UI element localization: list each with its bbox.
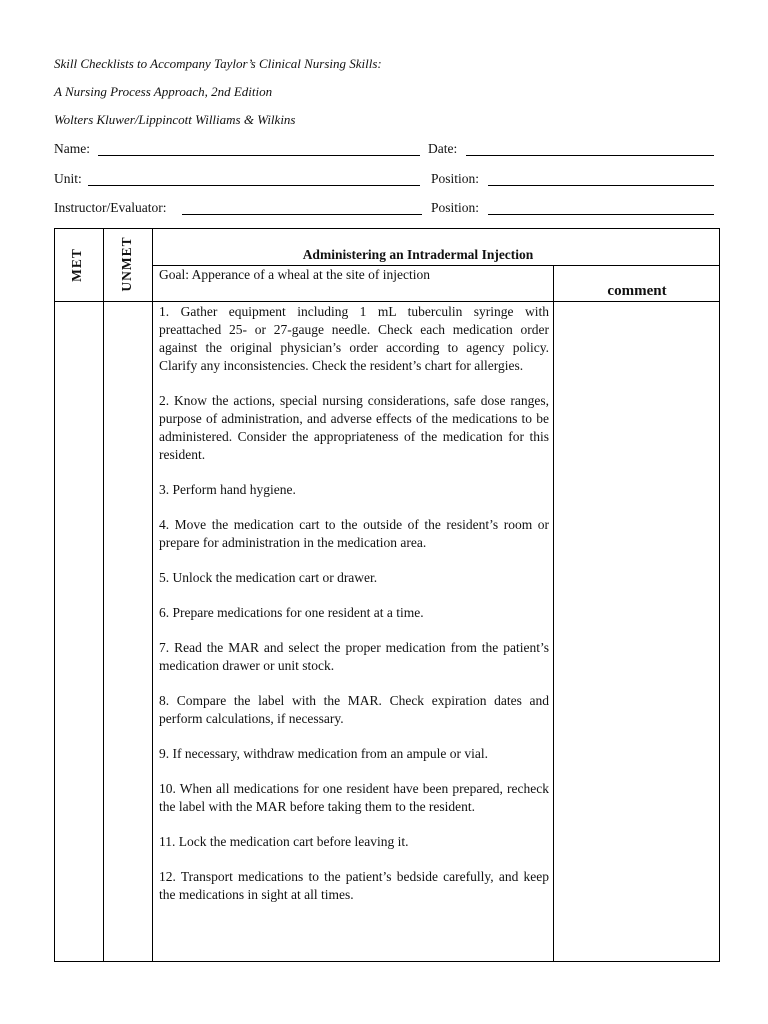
position-label: Position: xyxy=(431,171,480,186)
instructor-position-row xyxy=(54,200,716,220)
step-item: 7. Read the MAR and select the proper medication from the patient’s medication drawer or unit stock. xyxy=(159,640,549,673)
unit-label: Unit: xyxy=(54,171,82,186)
divider xyxy=(553,265,554,961)
comment-column-header: comment xyxy=(607,283,667,299)
header-line-2: A Nursing Process Approach, 2nd Edition xyxy=(54,84,273,99)
unmet-column-header: UNMET xyxy=(119,236,134,292)
steps-list xyxy=(159,303,549,921)
step-item: 9. If necessary, withdraw medication from an ampule or vial. xyxy=(159,746,489,761)
unit-field[interactable] xyxy=(88,185,420,186)
met-column-header: MET xyxy=(69,248,84,282)
date-label: Date: xyxy=(428,141,458,156)
step-item: 6. Prepare medications for one resident at a time. xyxy=(159,605,424,620)
name-field[interactable] xyxy=(98,155,420,156)
divider xyxy=(103,229,104,961)
skill-title: Administering an Intradermal Injection xyxy=(302,247,534,262)
position-label-2: Position: xyxy=(431,200,480,215)
step-item: 3. Perform hand hygiene. xyxy=(159,482,296,497)
header-line-1: Skill Checklists to Accompany Taylor’s Clinical Nursing Skills: xyxy=(54,56,382,71)
name-date-row xyxy=(54,141,716,161)
divider xyxy=(152,265,719,266)
step-item: 4. Move the medication cart to the outside of the resident’s room or prepare for administration in the medication area. xyxy=(159,517,549,550)
date-field[interactable] xyxy=(466,155,714,156)
step-item: 11. Lock the medication cart before leaving it. xyxy=(159,834,409,849)
goal-text: Goal: Apperance of a wheal at the site of injection xyxy=(159,267,431,282)
header-line-3: Wolters Kluwer/Lippincott Williams & Wilkins xyxy=(54,112,296,127)
step-item: 10. When all medications for one resident have been prepared, recheck the label with the MAR before taking them to the resident. xyxy=(159,781,549,814)
position-field-2[interactable] xyxy=(488,214,714,215)
skill-checklist-table xyxy=(54,228,720,962)
divider xyxy=(55,301,719,302)
unit-position-row xyxy=(54,171,716,191)
instructor-label: Instructor/Evaluator: xyxy=(54,200,167,215)
instructor-field[interactable] xyxy=(182,214,422,215)
name-label: Name: xyxy=(54,141,90,156)
divider xyxy=(152,229,153,961)
position-field[interactable] xyxy=(488,185,714,186)
step-item: 8. Compare the label with the MAR. Check expiration dates and perform calculations, if necessary. xyxy=(159,693,549,726)
step-item: 5. Unlock the medication cart or drawer. xyxy=(159,570,378,585)
step-item: 2. Know the actions, special nursing considerations, safe dose ranges, purpose of administration, and adverse effects of the medications to be administered. Consider the appropriateness of the medication for this resident. xyxy=(159,393,549,462)
step-item: 1. Gather equipment including 1 mL tuberculin syringe with preattached 25- or 27-gauge needle. Check each medication order against the original physician’s order according to agency policy. Clarify any inconsistencies. Check the resident’s chart for allergies. xyxy=(159,304,549,373)
step-item: 12. Transport medications to the patient’s bedside carefully, and keep the medications in sight at all times. xyxy=(159,869,549,902)
